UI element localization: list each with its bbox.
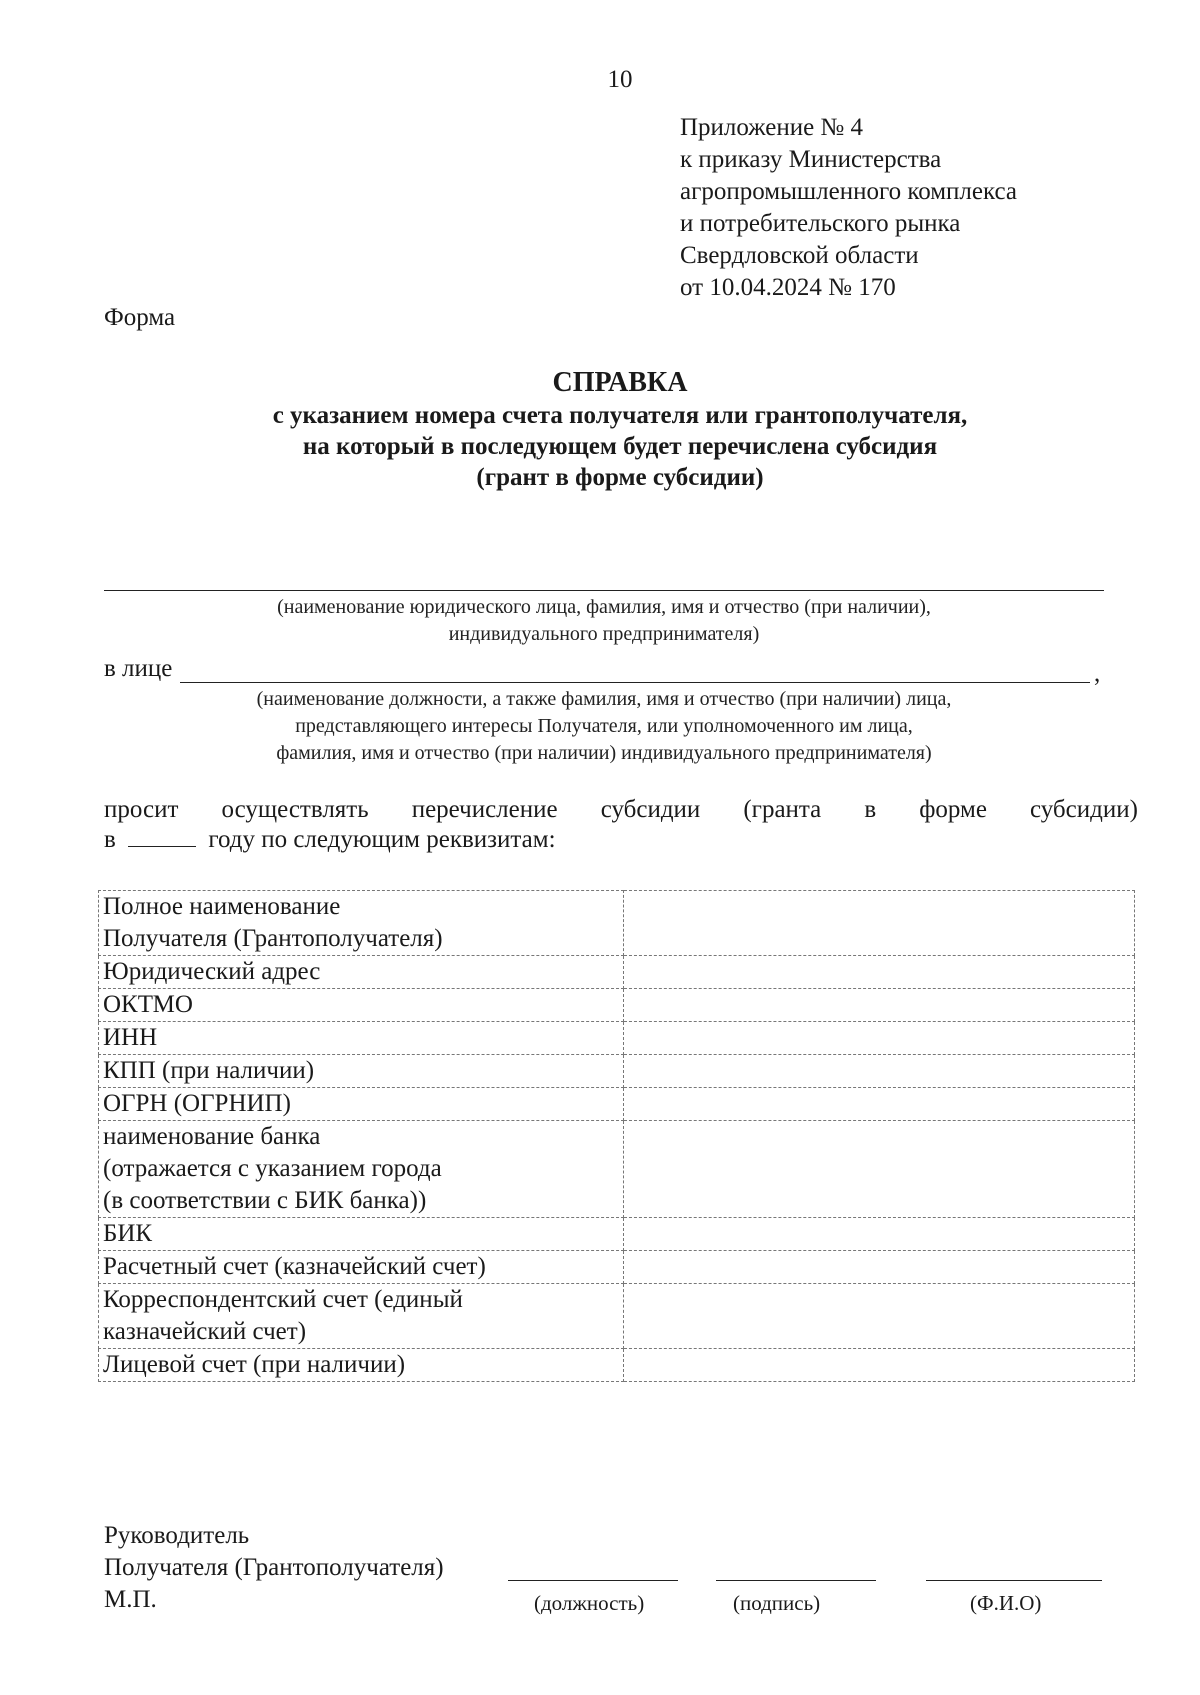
appendix-line: Приложение № 4 — [680, 114, 864, 141]
row-label-line: КПП (при наличии) — [103, 1057, 315, 1084]
hint-line: (наименование юридического лица, фамилия, имя и отчество (при наличии), — [277, 596, 931, 618]
row-label — [99, 891, 624, 956]
row-label — [99, 1022, 624, 1055]
row-value-field[interactable] — [624, 989, 1135, 1022]
row-label — [99, 1055, 624, 1088]
row-label-line: казначейский счет) — [103, 1318, 307, 1345]
title-main: СПРАВКА — [552, 367, 688, 398]
request-year-suffix: году по следующим реквизитам: — [208, 826, 556, 853]
in-person-comma: , — [1094, 660, 1101, 687]
row-label-line: ОГРН (ОГРНИП) — [103, 1090, 291, 1117]
row-label — [99, 1218, 624, 1251]
row-label-line: Полное наименование — [103, 893, 341, 920]
request-year-line — [104, 826, 556, 854]
appendix-line: от 10.04.2024 № 170 — [680, 274, 896, 301]
request-word: (гранта — [743, 796, 822, 823]
table-row — [99, 891, 1135, 956]
request-word: субсидии) — [1030, 796, 1138, 823]
table-row — [99, 1284, 1135, 1349]
title-line: на который в последующем будет перечислена субсидия — [302, 433, 938, 460]
request-year-prefix: в — [104, 826, 116, 853]
title-line: с указанием номера счета получателя или грантополучателя, — [272, 402, 968, 429]
representative-hint — [104, 686, 1104, 767]
request-word: субсидии — [600, 796, 701, 823]
row-value-field[interactable] — [624, 1055, 1135, 1088]
full-name-caption: (Ф.И.О) — [970, 1591, 1042, 1615]
entity-name-field[interactable] — [104, 590, 1104, 591]
full-name-field[interactable] — [926, 1580, 1102, 1581]
request-word: в — [864, 796, 877, 823]
requisites-table — [98, 890, 1135, 1382]
row-label-line: Получателя (Грантополучателя) — [103, 925, 443, 952]
request-word: просит — [104, 796, 179, 823]
row-label — [99, 1121, 624, 1218]
year-field[interactable] — [128, 846, 196, 847]
row-label — [99, 956, 624, 989]
row-value-field[interactable] — [624, 1284, 1135, 1349]
row-label-line: БИК — [103, 1220, 153, 1247]
appendix-header — [680, 112, 1017, 304]
row-value-field[interactable] — [624, 1349, 1135, 1382]
table-row — [99, 1121, 1135, 1218]
row-label — [99, 1284, 624, 1349]
row-label — [99, 989, 624, 1022]
hint-line: индивидуального предпринимателя) — [448, 623, 760, 645]
signature-block — [104, 1520, 444, 1616]
position-caption: (должность) — [534, 1591, 645, 1615]
hint-line: фамилия, имя и отчество (при наличии) индивидуального предпринимателя) — [276, 742, 932, 764]
table-row — [99, 1218, 1135, 1251]
row-value-field[interactable] — [624, 891, 1135, 956]
page-number: 10 — [607, 66, 633, 93]
row-label — [99, 1349, 624, 1382]
table-row — [99, 1022, 1135, 1055]
form-label: Форма — [104, 304, 176, 331]
appendix-line: и потребительского рынка — [680, 210, 961, 237]
request-word: перечисление — [411, 796, 558, 823]
representative-field[interactable] — [180, 682, 1090, 683]
row-label-line: наименование банка — [103, 1123, 321, 1150]
row-label-line: Корреспондентский счет (единый — [103, 1286, 463, 1313]
signature-line2: Получателя (Грантополучателя) — [104, 1554, 444, 1581]
signature-caption: (подпись) — [733, 1591, 821, 1615]
title-line: (грант в форме субсидии) — [476, 464, 764, 491]
row-label — [99, 1088, 624, 1121]
row-label-line: (в соответствии с БИК банка)) — [103, 1187, 427, 1214]
table-row — [99, 1055, 1135, 1088]
table-row — [99, 1251, 1135, 1284]
in-person-label: в лице — [104, 655, 173, 682]
appendix-line: агропромышленного комплекса — [680, 178, 1018, 205]
appendix-line: к приказу Министерства — [680, 146, 942, 173]
row-value-field[interactable] — [624, 1088, 1135, 1121]
row-label-line: ИНН — [103, 1024, 158, 1051]
signature-line1: Руководитель — [104, 1522, 250, 1549]
row-label-line: (отражается с указанием города — [103, 1155, 442, 1182]
hint-line: (наименование должности, а также фамилия, имя и отчество (при наличии) лица, — [256, 688, 952, 710]
row-value-field[interactable] — [624, 1251, 1135, 1284]
table-row — [99, 989, 1135, 1022]
hint-line: представляющего интересы Получателя, или уполномоченного им лица, — [295, 715, 913, 737]
row-label-line: Расчетный счет (казначейский счет) — [103, 1253, 486, 1280]
row-value-field[interactable] — [624, 1022, 1135, 1055]
row-value-field[interactable] — [624, 1121, 1135, 1218]
appendix-line: Свердловской области — [680, 242, 919, 269]
row-value-field[interactable] — [624, 956, 1135, 989]
row-value-field[interactable] — [624, 1218, 1135, 1251]
entity-name-hint — [104, 594, 1104, 648]
signature-field[interactable] — [716, 1580, 876, 1581]
request-word: осуществлять — [221, 796, 369, 823]
table-row — [99, 1349, 1135, 1382]
table-row — [99, 1088, 1135, 1121]
table-row — [99, 956, 1135, 989]
row-label-line: ОКТМО — [103, 991, 193, 1018]
document-title — [0, 366, 1200, 493]
row-label — [99, 1251, 624, 1284]
request-word: форме — [919, 796, 987, 823]
request-line — [104, 796, 1138, 824]
position-field[interactable] — [508, 1580, 678, 1581]
stamp-label: М.П. — [104, 1586, 157, 1613]
row-label-line: Лицевой счет (при наличии) — [103, 1351, 406, 1378]
row-label-line: Юридический адрес — [103, 958, 321, 985]
